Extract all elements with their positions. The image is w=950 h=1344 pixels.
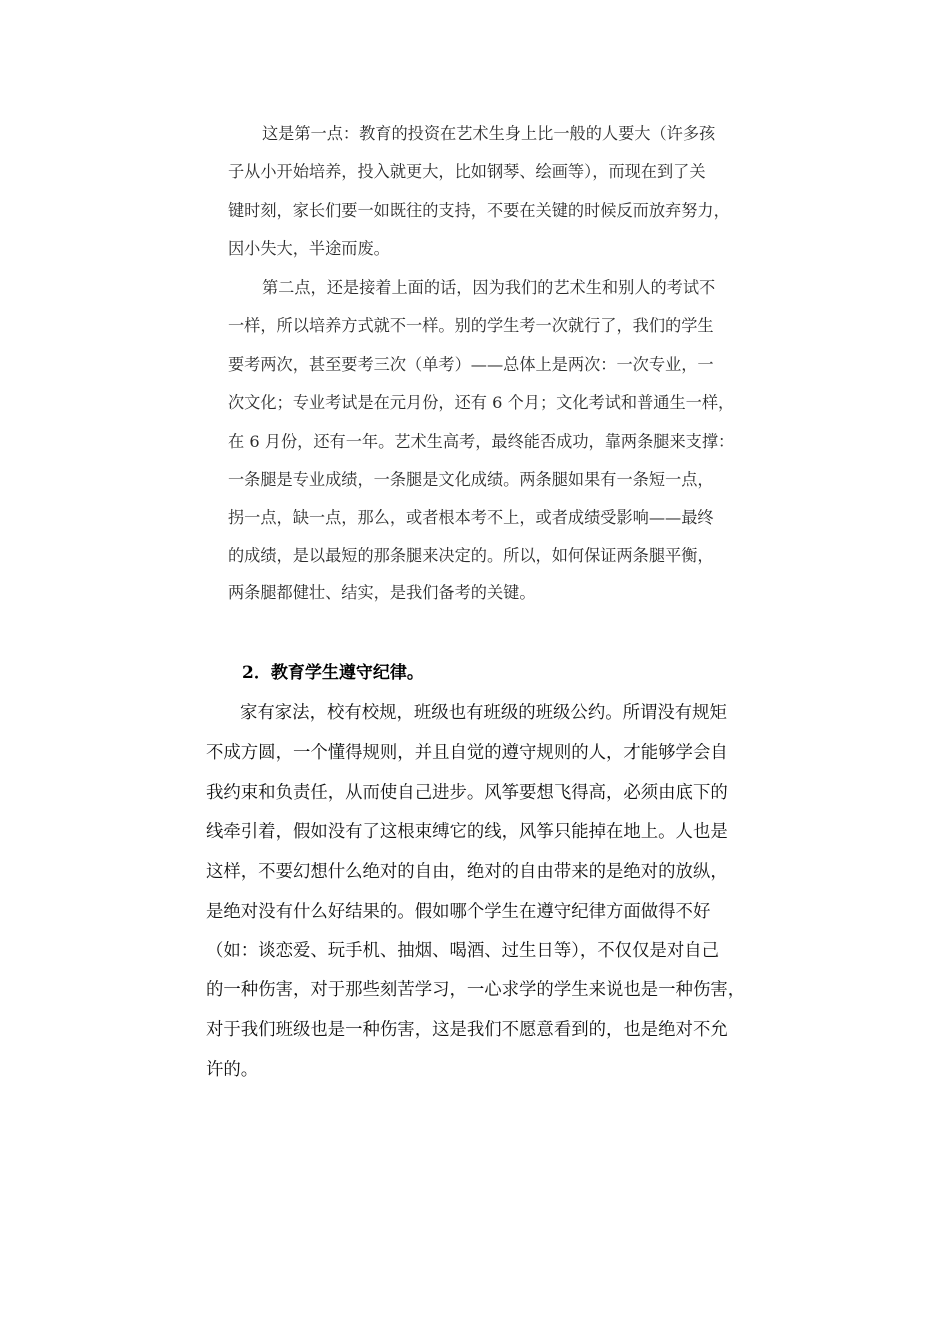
section-1-line: 次文化；专业考试是在元月份，还有 6 个月；文化考试和普通生一样，	[228, 393, 735, 412]
section-1-line: 拐一点，缺一点，那么，或者根本考不上，或者成绩受影响——最终	[228, 508, 714, 527]
section-1-line: 因小失大，半途而废。	[228, 239, 390, 258]
section-2-line: 线牵引着，假如没有了这根束缚它的线，风筝只能掉在地上。人也是	[206, 822, 728, 842]
section-2-line: （如：谈恋爱、玩手机、抽烟、喝酒、过生日等），不仅仅是对自己	[206, 941, 720, 961]
section-2-line: 对于我们班级也是一种伤害，这是我们不愿意看到的，也是绝对不允	[206, 1020, 728, 1040]
section-1-line: 子从小开始培养，投入就更大，比如钢琴、绘画等），而现在到了关	[228, 162, 706, 181]
section-1-line: 一条腿是专业成绩，一条腿是文化成绩。两条腿如果有一条短一点，	[228, 470, 714, 489]
section-2-line: 不成方圆，一个懂得规则，并且自觉的遵守规则的人，才能够学会自	[206, 743, 728, 763]
section-2-line: 的一种伤害，对于那些刻苦学习，一心求学的学生来说也是一种伤害，	[206, 980, 746, 1000]
section-1-line: 在 6 月份，还有一年。艺术生高考，最终能否成功，靠两条腿来支撑：	[228, 432, 735, 451]
section-1-line: 一样，所以培养方式就不一样。别的学生考一次就行了，我们的学生	[228, 316, 714, 335]
section-1-line: 两条腿都健壮、结实，是我们备考的关键。	[228, 583, 536, 602]
section-2-line: 许的。	[206, 1060, 259, 1080]
section-1-line: 要考两次，甚至要考三次（单考）——总体上是两次：一次专业，一	[228, 355, 714, 374]
section-2-line: 我约束和负责任，从而使自己进步。风筝要想飞得高，必须由底下的	[206, 783, 728, 803]
section-2-line: 家有家法，校有校规，班级也有班级的班级公约。所谓没有规矩	[240, 703, 727, 723]
section-1-line: 这是第一点：教育的投资在艺术生身上比一般的人要大（许多孩	[262, 124, 716, 143]
section-2-line: 是绝对没有什么好结果的。假如哪个学生在遵守纪律方面做得不好	[206, 902, 711, 922]
section-2-heading: 2．教育学生遵守纪律。	[242, 663, 424, 683]
section-1-line: 第二点，还是接着上面的话，因为我们的艺术生和别人的考试不	[262, 278, 716, 297]
section-1-line: 的成绩，是以最短的那条腿来决定的。所以，如何保证两条腿平衡，	[228, 546, 714, 565]
section-2-line: 这样，不要幻想什么绝对的自由，绝对的自由带来的是绝对的放纵，	[206, 862, 728, 882]
section-1-line: 键时刻，家长们要一如既往的支持，不要在关键的时候反而放弃努力，	[228, 201, 730, 220]
